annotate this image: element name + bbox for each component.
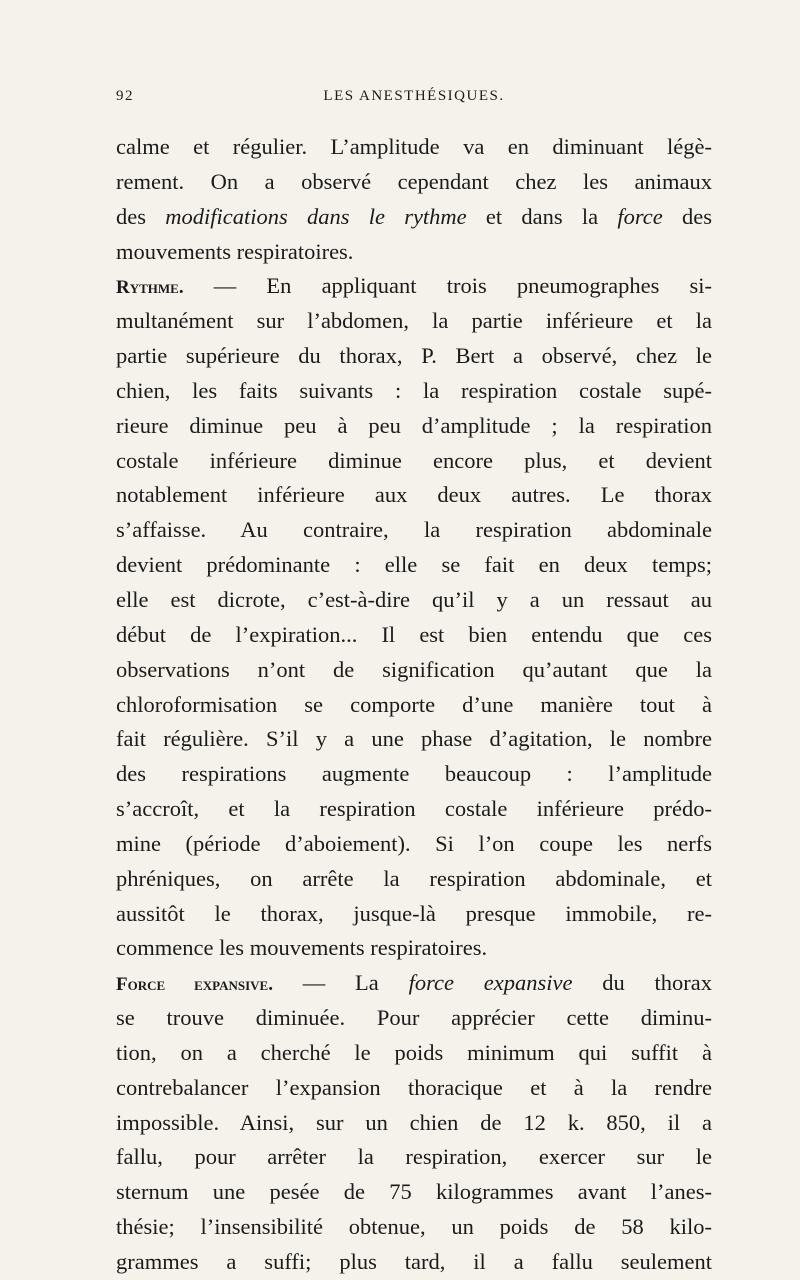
text-line: devient prédominante : elle se fait en deux temps; — [116, 552, 712, 578]
text-line: s’accroît, et la respiration costale inférieure prédo- — [116, 796, 712, 822]
text-run: et dans la — [466, 203, 618, 229]
text-line: des respirations augmente beaucoup : l’amplitude — [116, 761, 712, 787]
italic-phrase: force expansive — [408, 970, 573, 996]
text-line: sternum une pesée de 75 kilogrammes avant l’anes- — [116, 1179, 712, 1205]
text-line: fallu, pour arrêter la respiration, exercer sur le — [116, 1144, 712, 1170]
text-line — [116, 966, 712, 1001]
text-line: calme et régulier. L’amplitude va en diminuant légè- — [116, 134, 712, 159]
text-line: commence les mouvements respiratoires. — [116, 935, 488, 961]
text-line: tion, on a cherché le poids minimum qui suffit à — [116, 1039, 712, 1065]
text-line: mine (période d’aboiement). Si l’on coupe les nerfs — [116, 830, 712, 856]
text-line: se trouve diminuée. Pour apprécier cette diminu- — [116, 1005, 712, 1031]
italic-phrase: modifications dans le rythme — [165, 203, 467, 229]
text-line: fait régulière. S’il y a une phase d’agitation, le nombre — [116, 726, 712, 752]
text-line — [116, 269, 712, 304]
text-line: rement. On a observé cependant chez les animaux — [116, 168, 712, 194]
text-run: — En appliquant trois pneumographes si- — [183, 273, 712, 299]
text-line: rieure diminue peu à peu d’amplitude ; la respiration — [116, 412, 712, 438]
text-line: mouvements respiratoires. — [116, 238, 354, 264]
text-line: s’affaisse. Au contraire, la respiration abdominale — [116, 517, 712, 543]
text-line: phréniques, on arrête la respiration abdominale, et — [116, 865, 712, 891]
text-line: contrebalancer l’expansion thoracique et à la rendre — [116, 1074, 712, 1100]
section-heading-force-expansive: Force expansive. — [116, 974, 273, 996]
text-line: impossible. Ainsi, sur un chien de 12 k. 850, il a — [116, 1109, 712, 1135]
page-number: 92 — [116, 88, 134, 104]
text-run: — La — [272, 970, 409, 996]
text-line: chien, les faits suivants : la respiration costale supé- — [116, 377, 712, 403]
body-text — [116, 130, 712, 1280]
text-line: partie supérieure du thorax, P. Bert a observé, chez le — [116, 343, 712, 369]
text-line — [116, 200, 712, 235]
text-line: notablement inférieure aux deux autres. Le thorax — [116, 482, 712, 508]
text-line: thésie; l’insensibilité obtenue, un poids de 58 kilo- — [116, 1214, 712, 1240]
section-heading-rythme: Rythme. — [116, 277, 184, 299]
text-line: observations n’ont de signification qu’autant que la — [116, 656, 712, 682]
book-page — [116, 88, 712, 1280]
text-line: multanément sur l’abdomen, la partie inférieure et la — [116, 308, 712, 334]
text-run: du thorax — [572, 970, 712, 996]
text-run: des — [116, 203, 166, 229]
italic-word: force — [617, 203, 663, 229]
text-line: début de l’expiration... Il est bien entendu que ces — [116, 621, 712, 647]
text-line: aussitôt le thorax, jusque-là presque immobile, re- — [116, 900, 712, 926]
text-line: elle est dicrote, c’est-à-dire qu’il y a un ressaut au — [116, 586, 712, 612]
text-line: chloroformisation se comporte d’une manière tout à — [116, 691, 712, 717]
running-title: LES ANESTHÉSIQUES. — [323, 88, 505, 104]
text-line: costale inférieure diminue encore plus, et devient — [116, 447, 712, 473]
running-head — [116, 88, 712, 114]
text-line: grammes a suffi; plus tard, il a fallu seulement — [116, 1249, 712, 1274]
text-run: des — [662, 203, 712, 229]
